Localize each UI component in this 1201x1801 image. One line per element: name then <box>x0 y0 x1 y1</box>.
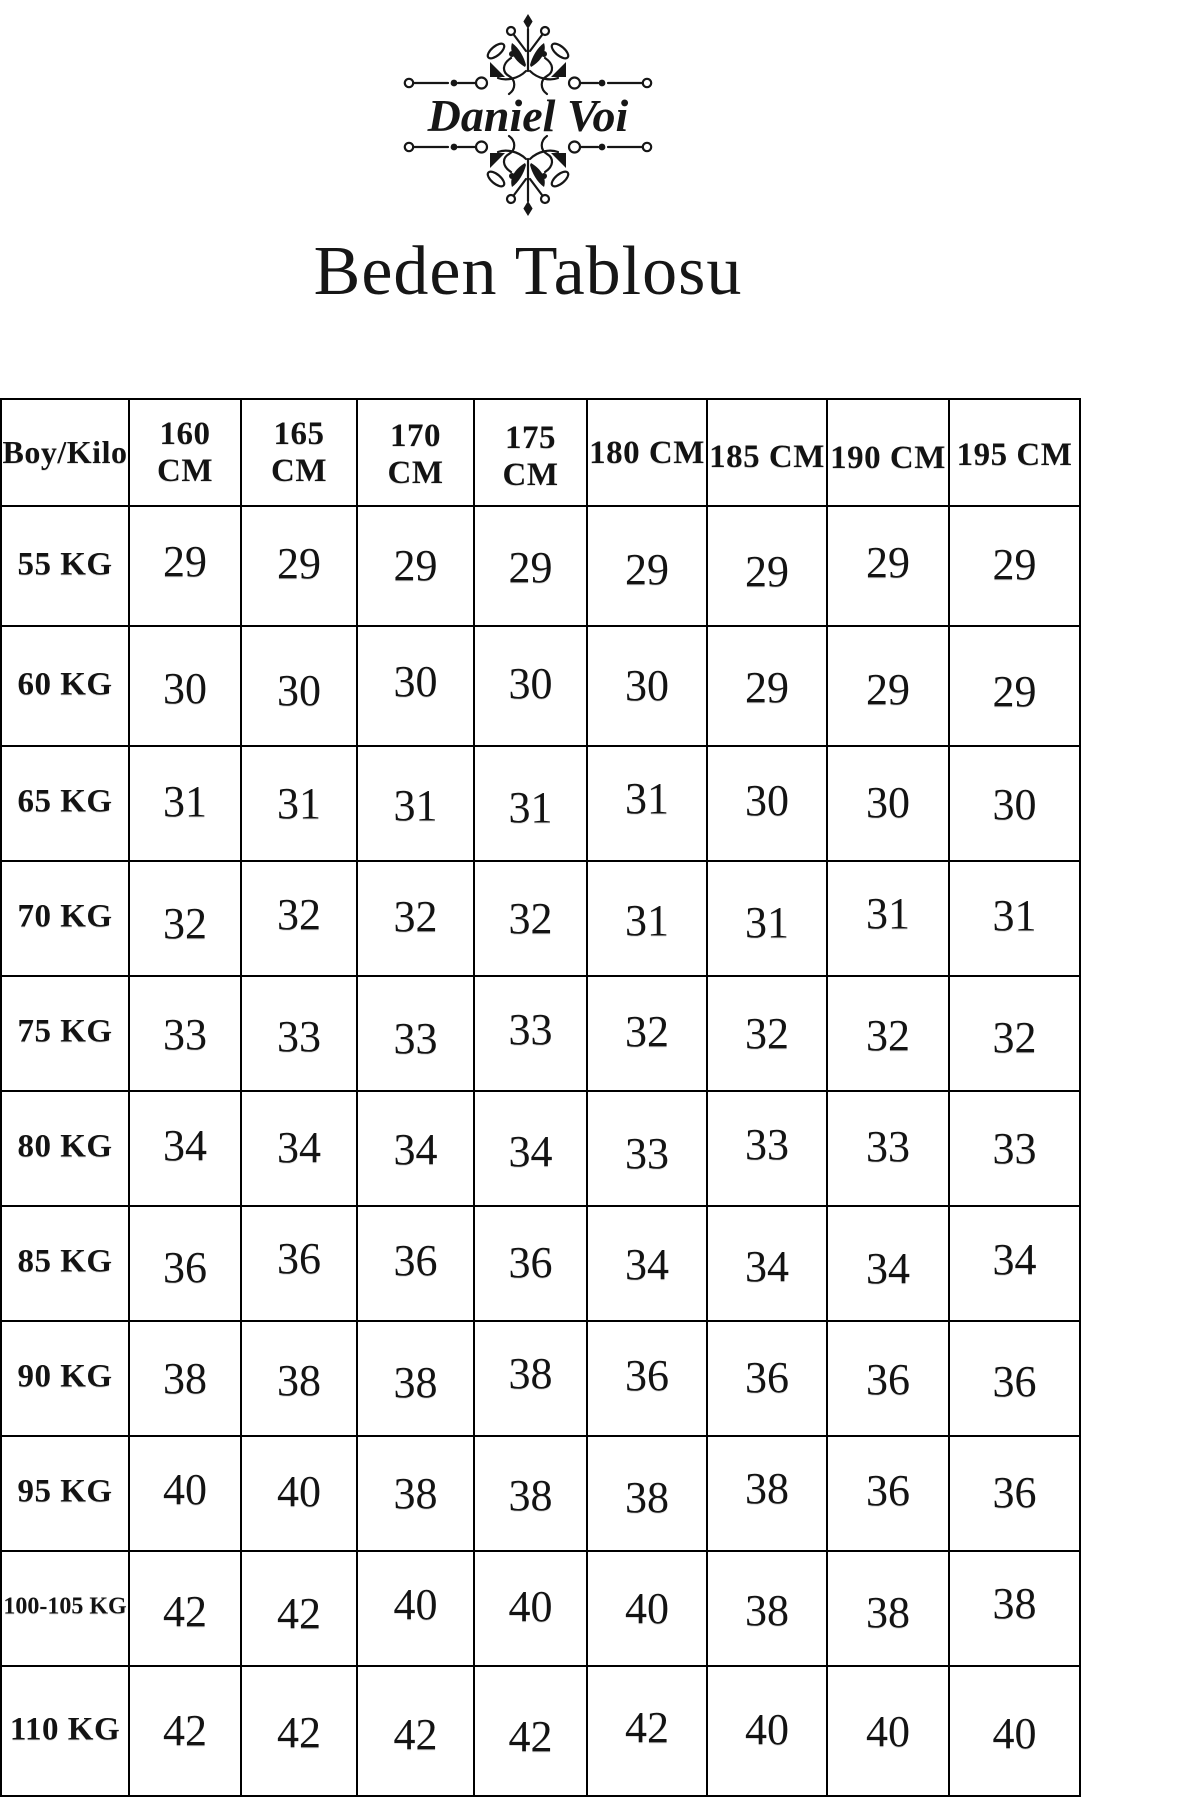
size-value-cell: 38 <box>129 1321 241 1436</box>
row-label-cell: 75 KG <box>1 976 129 1091</box>
size-value-cell: 34 <box>474 1091 587 1206</box>
size-value-cell: 38 <box>949 1551 1080 1666</box>
size-value-cell: 36 <box>474 1206 587 1321</box>
size-value-cell: 36 <box>949 1436 1080 1551</box>
size-value-cell: 38 <box>357 1436 474 1551</box>
row-label-cell: 90 KG <box>1 1321 129 1436</box>
row-label-cell: 110 KG <box>1 1666 129 1796</box>
size-value-cell: 38 <box>241 1321 357 1436</box>
brand-logo <box>398 8 658 220</box>
size-value-cell: 42 <box>241 1666 357 1796</box>
size-value-cell: 29 <box>129 506 241 626</box>
row-label-cell: 70 KG <box>1 861 129 976</box>
size-value-cell: 42 <box>129 1666 241 1796</box>
row-label-cell: 60 KG <box>1 626 129 746</box>
size-value-cell: 32 <box>827 976 949 1091</box>
size-table-body <box>1 506 1201 1796</box>
table-row <box>1 1551 1201 1666</box>
size-value-cell: 33 <box>707 1091 827 1206</box>
size-value-cell: 32 <box>241 861 357 976</box>
size-value-cell: 30 <box>357 626 474 746</box>
column-header-cell: 165 CM <box>241 399 357 506</box>
size-value-cell: 38 <box>707 1551 827 1666</box>
size-value-cell: 29 <box>241 506 357 626</box>
size-value-cell: 32 <box>949 976 1080 1091</box>
size-value-cell: 29 <box>707 626 827 746</box>
header-row <box>1 399 1201 506</box>
size-value-cell: 32 <box>707 976 827 1091</box>
size-value-cell: 40 <box>949 1666 1080 1796</box>
size-value-cell: 38 <box>587 1436 707 1551</box>
table-row <box>1 976 1201 1091</box>
size-value-cell: 31 <box>587 746 707 861</box>
column-header-cell: 195 CM <box>949 399 1080 506</box>
size-value-cell: 38 <box>474 1436 587 1551</box>
size-value-cell: 42 <box>129 1551 241 1666</box>
size-value-cell: 32 <box>474 861 587 976</box>
size-value-cell: 29 <box>474 506 587 626</box>
size-value-cell: 32 <box>357 861 474 976</box>
size-value-cell: 30 <box>474 626 587 746</box>
size-value-cell: 34 <box>129 1091 241 1206</box>
size-table-container <box>0 398 1201 1801</box>
table-row <box>1 1206 1201 1321</box>
size-table <box>0 398 1201 1797</box>
size-value-cell: 30 <box>587 626 707 746</box>
size-value-cell: 33 <box>827 1091 949 1206</box>
column-header-cell: 190 CM <box>827 399 949 506</box>
size-value-cell: 33 <box>357 976 474 1091</box>
size-value-cell: 30 <box>241 626 357 746</box>
size-value-cell: 31 <box>129 746 241 861</box>
table-row <box>1 861 1201 976</box>
size-value-cell: 30 <box>827 746 949 861</box>
column-header-cell: 185 CM <box>707 399 827 506</box>
table-row <box>1 506 1201 626</box>
column-header-cell: 160 CM <box>129 399 241 506</box>
size-value-cell: 34 <box>241 1091 357 1206</box>
size-value-cell: 40 <box>129 1436 241 1551</box>
size-value-cell: 31 <box>474 746 587 861</box>
size-value-cell: 33 <box>949 1091 1080 1206</box>
size-value-cell: 36 <box>949 1321 1080 1436</box>
table-row <box>1 1666 1201 1796</box>
size-value-cell: 29 <box>827 506 949 626</box>
size-value-cell: 40 <box>357 1551 474 1666</box>
size-value-cell: 40 <box>707 1666 827 1796</box>
page-header <box>0 0 1056 398</box>
size-value-cell: 30 <box>707 746 827 861</box>
size-value-cell: 36 <box>587 1321 707 1436</box>
size-value-cell: 30 <box>949 746 1080 861</box>
size-value-cell: 31 <box>827 861 949 976</box>
size-value-cell: 40 <box>241 1436 357 1551</box>
size-value-cell: 38 <box>827 1551 949 1666</box>
size-value-cell: 36 <box>241 1206 357 1321</box>
row-label-cell: 80 KG <box>1 1091 129 1206</box>
size-value-cell: 32 <box>129 861 241 976</box>
size-value-cell: 40 <box>827 1666 949 1796</box>
size-value-cell: 36 <box>357 1206 474 1321</box>
size-value-cell: 42 <box>357 1666 474 1796</box>
size-value-cell: 34 <box>949 1206 1080 1321</box>
column-header-cell: 170 CM <box>357 399 474 506</box>
size-value-cell: 31 <box>241 746 357 861</box>
corner-header-cell: Boy/Kilo <box>1 399 129 506</box>
table-row <box>1 1436 1201 1551</box>
size-value-cell: 42 <box>241 1551 357 1666</box>
size-value-cell: 42 <box>474 1666 587 1796</box>
size-value-cell: 38 <box>474 1321 587 1436</box>
size-value-cell: 31 <box>949 861 1080 976</box>
size-value-cell: 34 <box>587 1206 707 1321</box>
size-value-cell: 33 <box>241 976 357 1091</box>
size-value-cell: 36 <box>129 1206 241 1321</box>
size-value-cell: 31 <box>707 861 827 976</box>
size-value-cell: 34 <box>357 1091 474 1206</box>
table-row <box>1 1091 1201 1206</box>
size-value-cell: 29 <box>949 506 1080 626</box>
size-value-cell: 40 <box>587 1551 707 1666</box>
size-value-cell: 36 <box>827 1321 949 1436</box>
row-label-cell: 65 KG <box>1 746 129 861</box>
size-table-header <box>1 399 1201 506</box>
size-value-cell: 29 <box>949 626 1080 746</box>
table-row <box>1 1321 1201 1436</box>
size-value-cell: 30 <box>129 626 241 746</box>
column-header-cell: 175 CM <box>474 399 587 506</box>
row-label-cell: 100-105 KG <box>1 1551 129 1666</box>
size-value-cell: 40 <box>474 1551 587 1666</box>
row-label-cell: 95 KG <box>1 1436 129 1551</box>
row-label-cell: 85 KG <box>1 1206 129 1321</box>
size-value-cell: 31 <box>357 746 474 861</box>
size-value-cell: 29 <box>357 506 474 626</box>
size-value-cell: 42 <box>587 1666 707 1796</box>
size-value-cell: 34 <box>707 1206 827 1321</box>
size-value-cell: 32 <box>587 976 707 1091</box>
size-value-cell: 33 <box>587 1091 707 1206</box>
table-row <box>1 626 1201 746</box>
size-value-cell: 29 <box>587 506 707 626</box>
table-row <box>1 746 1201 861</box>
column-header-cell: 180 CM <box>587 399 707 506</box>
size-value-cell: 33 <box>129 976 241 1091</box>
size-value-cell: 34 <box>827 1206 949 1321</box>
size-value-cell: 33 <box>474 976 587 1091</box>
size-value-cell: 36 <box>707 1321 827 1436</box>
size-value-cell: 38 <box>707 1436 827 1551</box>
row-label-cell: 55 KG <box>1 506 129 626</box>
brand-name: Daniel Voi <box>427 90 629 141</box>
size-value-cell: 31 <box>587 861 707 976</box>
page-title: Beden Tablosu <box>313 233 743 310</box>
size-value-cell: 38 <box>357 1321 474 1436</box>
size-value-cell: 29 <box>707 506 827 626</box>
size-value-cell: 29 <box>827 626 949 746</box>
size-value-cell: 36 <box>827 1436 949 1551</box>
